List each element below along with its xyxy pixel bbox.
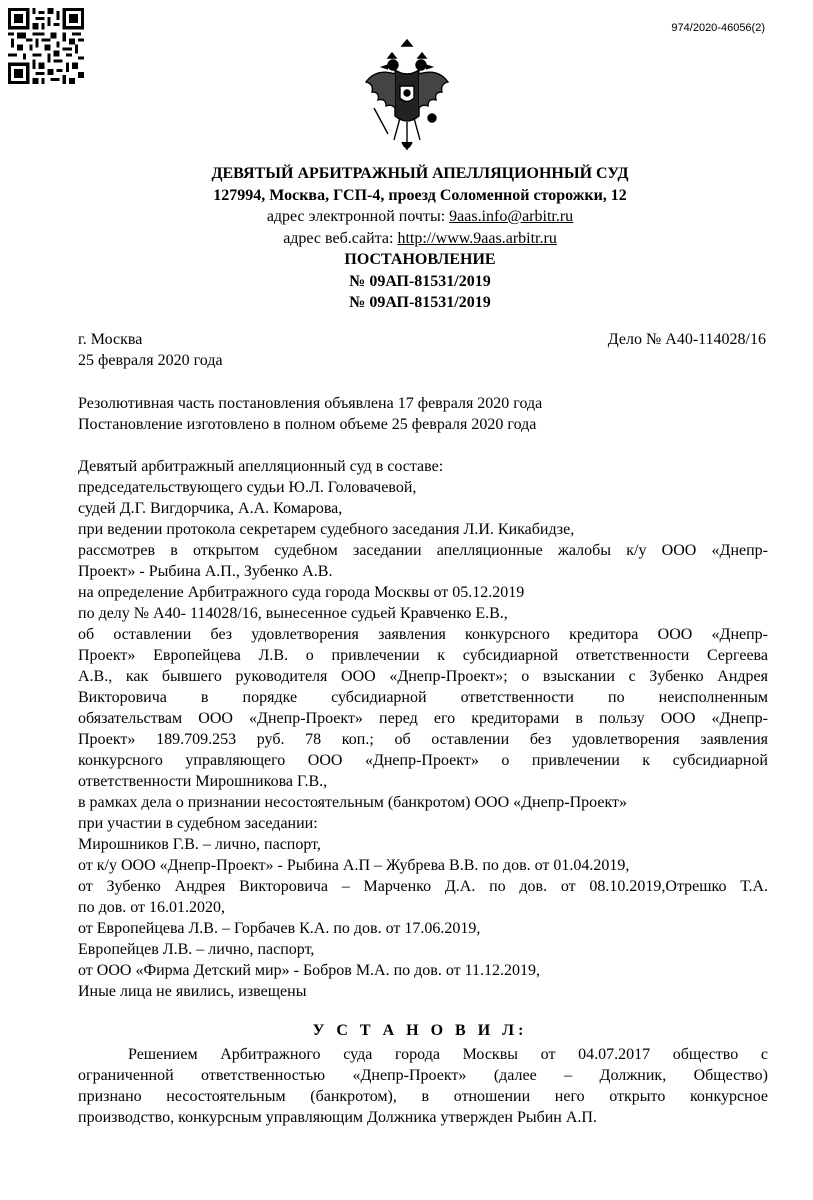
- place: г. Москва: [78, 331, 143, 348]
- text-line: Мирошников Г.В. – лично, паспорт,: [78, 836, 321, 853]
- email-link[interactable]: 9aas.info@arbitr.ru: [449, 208, 574, 225]
- text-line: при ведении протокола секретарем судебного заседания Л.И. Кикабидзе,: [78, 521, 575, 538]
- text-line: обязательствам ООО «Днепр-Проект» перед его кредиторами в пользу ООО «Днепр-: [78, 710, 768, 727]
- text-line: Викторовича в порядке субсидиарной ответственности по неисполненным: [78, 689, 768, 706]
- text-line: при участии в судебном заседании:: [78, 815, 318, 832]
- document-date: 25 февраля 2020 года: [78, 352, 223, 369]
- qr-code-icon: [8, 8, 84, 84]
- text-line: признано несостоятельным (банкротом), в отношении него открыто конкурсное: [78, 1088, 768, 1105]
- court-name: ДЕВЯТЫЙ АРБИТРАЖНЫЙ АПЕЛЛЯЦИОННЫЙ СУД: [211, 165, 629, 182]
- text-line: ограниченной ответственностью «Днепр-Проект» (далее – Должник, Общество): [78, 1067, 768, 1084]
- text-line: Проект» - Рыбина А.П., Зубенко А.В.: [78, 563, 333, 580]
- text-line: по дов. от 16.01.2020,: [78, 899, 226, 916]
- text-line: по делу № А40- 114028/16, вынесенное судьей Кравченко Е.В.,: [78, 605, 508, 622]
- case-number: Дело № А40-114028/16: [607, 331, 766, 348]
- text-line: Проект» 189.709.253 руб. 78 коп.; об оставлении без удовлетворения заявления: [78, 731, 768, 748]
- court-header: [0, 163, 813, 314]
- text-line: Проект» Европейцева Л.В. о привлечении к субсидиарной ответственности Сергеева: [78, 647, 768, 664]
- email-line: [0, 206, 813, 228]
- text-line: от ООО «Фирма Детский мир» - Бобров М.А. по дов. от 11.12.2019,: [78, 962, 541, 979]
- text-line: от Зубенко Андрея Викторовича – Марченко Д.А. по дов. от 08.10.2019,Отрешко Т.А.: [78, 878, 768, 895]
- text-line: Иные лица не явились, извещены: [78, 983, 307, 1000]
- text-line: ответственности Мирошникова Г.В.,: [78, 773, 328, 790]
- coat-of-arms-icon: [362, 38, 452, 156]
- text-line: от Европейцева Л.В. – Горбачев К.А. по дов. от 17.06.2019,: [78, 920, 481, 937]
- email-label: адрес электронной почты:: [266, 208, 450, 225]
- text-line: от к/у ООО «Днепр-Проект» - Рыбина А.П – Жубрева В.В. по дов. от 01.04.2019,: [78, 857, 630, 874]
- text-line: рассмотрев в открытом судебном заседании апелляционные жалобы к/у ООО «Днепр-: [78, 542, 768, 559]
- ruling-paragraph: [78, 1044, 768, 1128]
- text-line: об оставлении без удовлетворения заявления конкурсного кредитора ООО «Днепр-: [78, 626, 768, 643]
- announcement-block: [78, 393, 768, 435]
- section-title: У С Т А Н О В И Л:: [312, 1022, 528, 1039]
- document-number-2: № 09АП-81531/2019: [349, 294, 491, 311]
- text-line: судей Д.Г. Вигдорчика, А.А. Комарова,: [78, 500, 343, 517]
- text-line: в рамках дела о признании несостоятельным (банкротом) ООО «Днепр-Проект»: [78, 794, 628, 811]
- announcement-line: Резолютивная часть постановления объявлена 17 февраля 2020 года: [78, 395, 543, 412]
- text-line: А.В., как бывшего руководителя ООО «Днепр-Проект»; о взыскании с Зубенко Андрея: [78, 668, 768, 685]
- document-code: 974/2020-46056(2): [671, 22, 765, 34]
- text-line: Девятый арбитражный апелляционный суд в составе:: [78, 458, 444, 475]
- text-line: на определение Арбитражного суда города Москвы от 05.12.2019: [78, 584, 525, 601]
- court-address: 127994, Москва, ГСП-4, проезд Соломенной сторожки, 12: [213, 186, 627, 204]
- site-label: адрес веб.сайта:: [283, 229, 398, 247]
- text-line: Европейцев Л.В. – лично, паспорт,: [78, 941, 315, 958]
- document-type: ПОСТАНОВЛЕНИЕ: [344, 251, 496, 268]
- document-number-1: № 09АП-81531/2019: [349, 272, 491, 290]
- site-link[interactable]: http://www.9aas.arbitr.ru: [397, 229, 557, 247]
- announcement-line: Постановление изготовлено в полном объеме 25 февраля 2020 года: [78, 416, 537, 433]
- text-line: Решением Арбитражного суда города Москвы от 04.07.2017 общество с: [128, 1046, 768, 1063]
- text-line: производство, конкурсным управляющим Должника утвержден Рыбин А.П.: [78, 1109, 597, 1126]
- site-line: [0, 228, 813, 250]
- text-line: конкурсного управляющего ООО «Днепр-Проект» о привлечении к субсидиарной: [78, 752, 768, 769]
- text-line: председательствующего судьи Ю.Л. Головачевой,: [78, 479, 417, 496]
- case-details: [78, 456, 768, 1002]
